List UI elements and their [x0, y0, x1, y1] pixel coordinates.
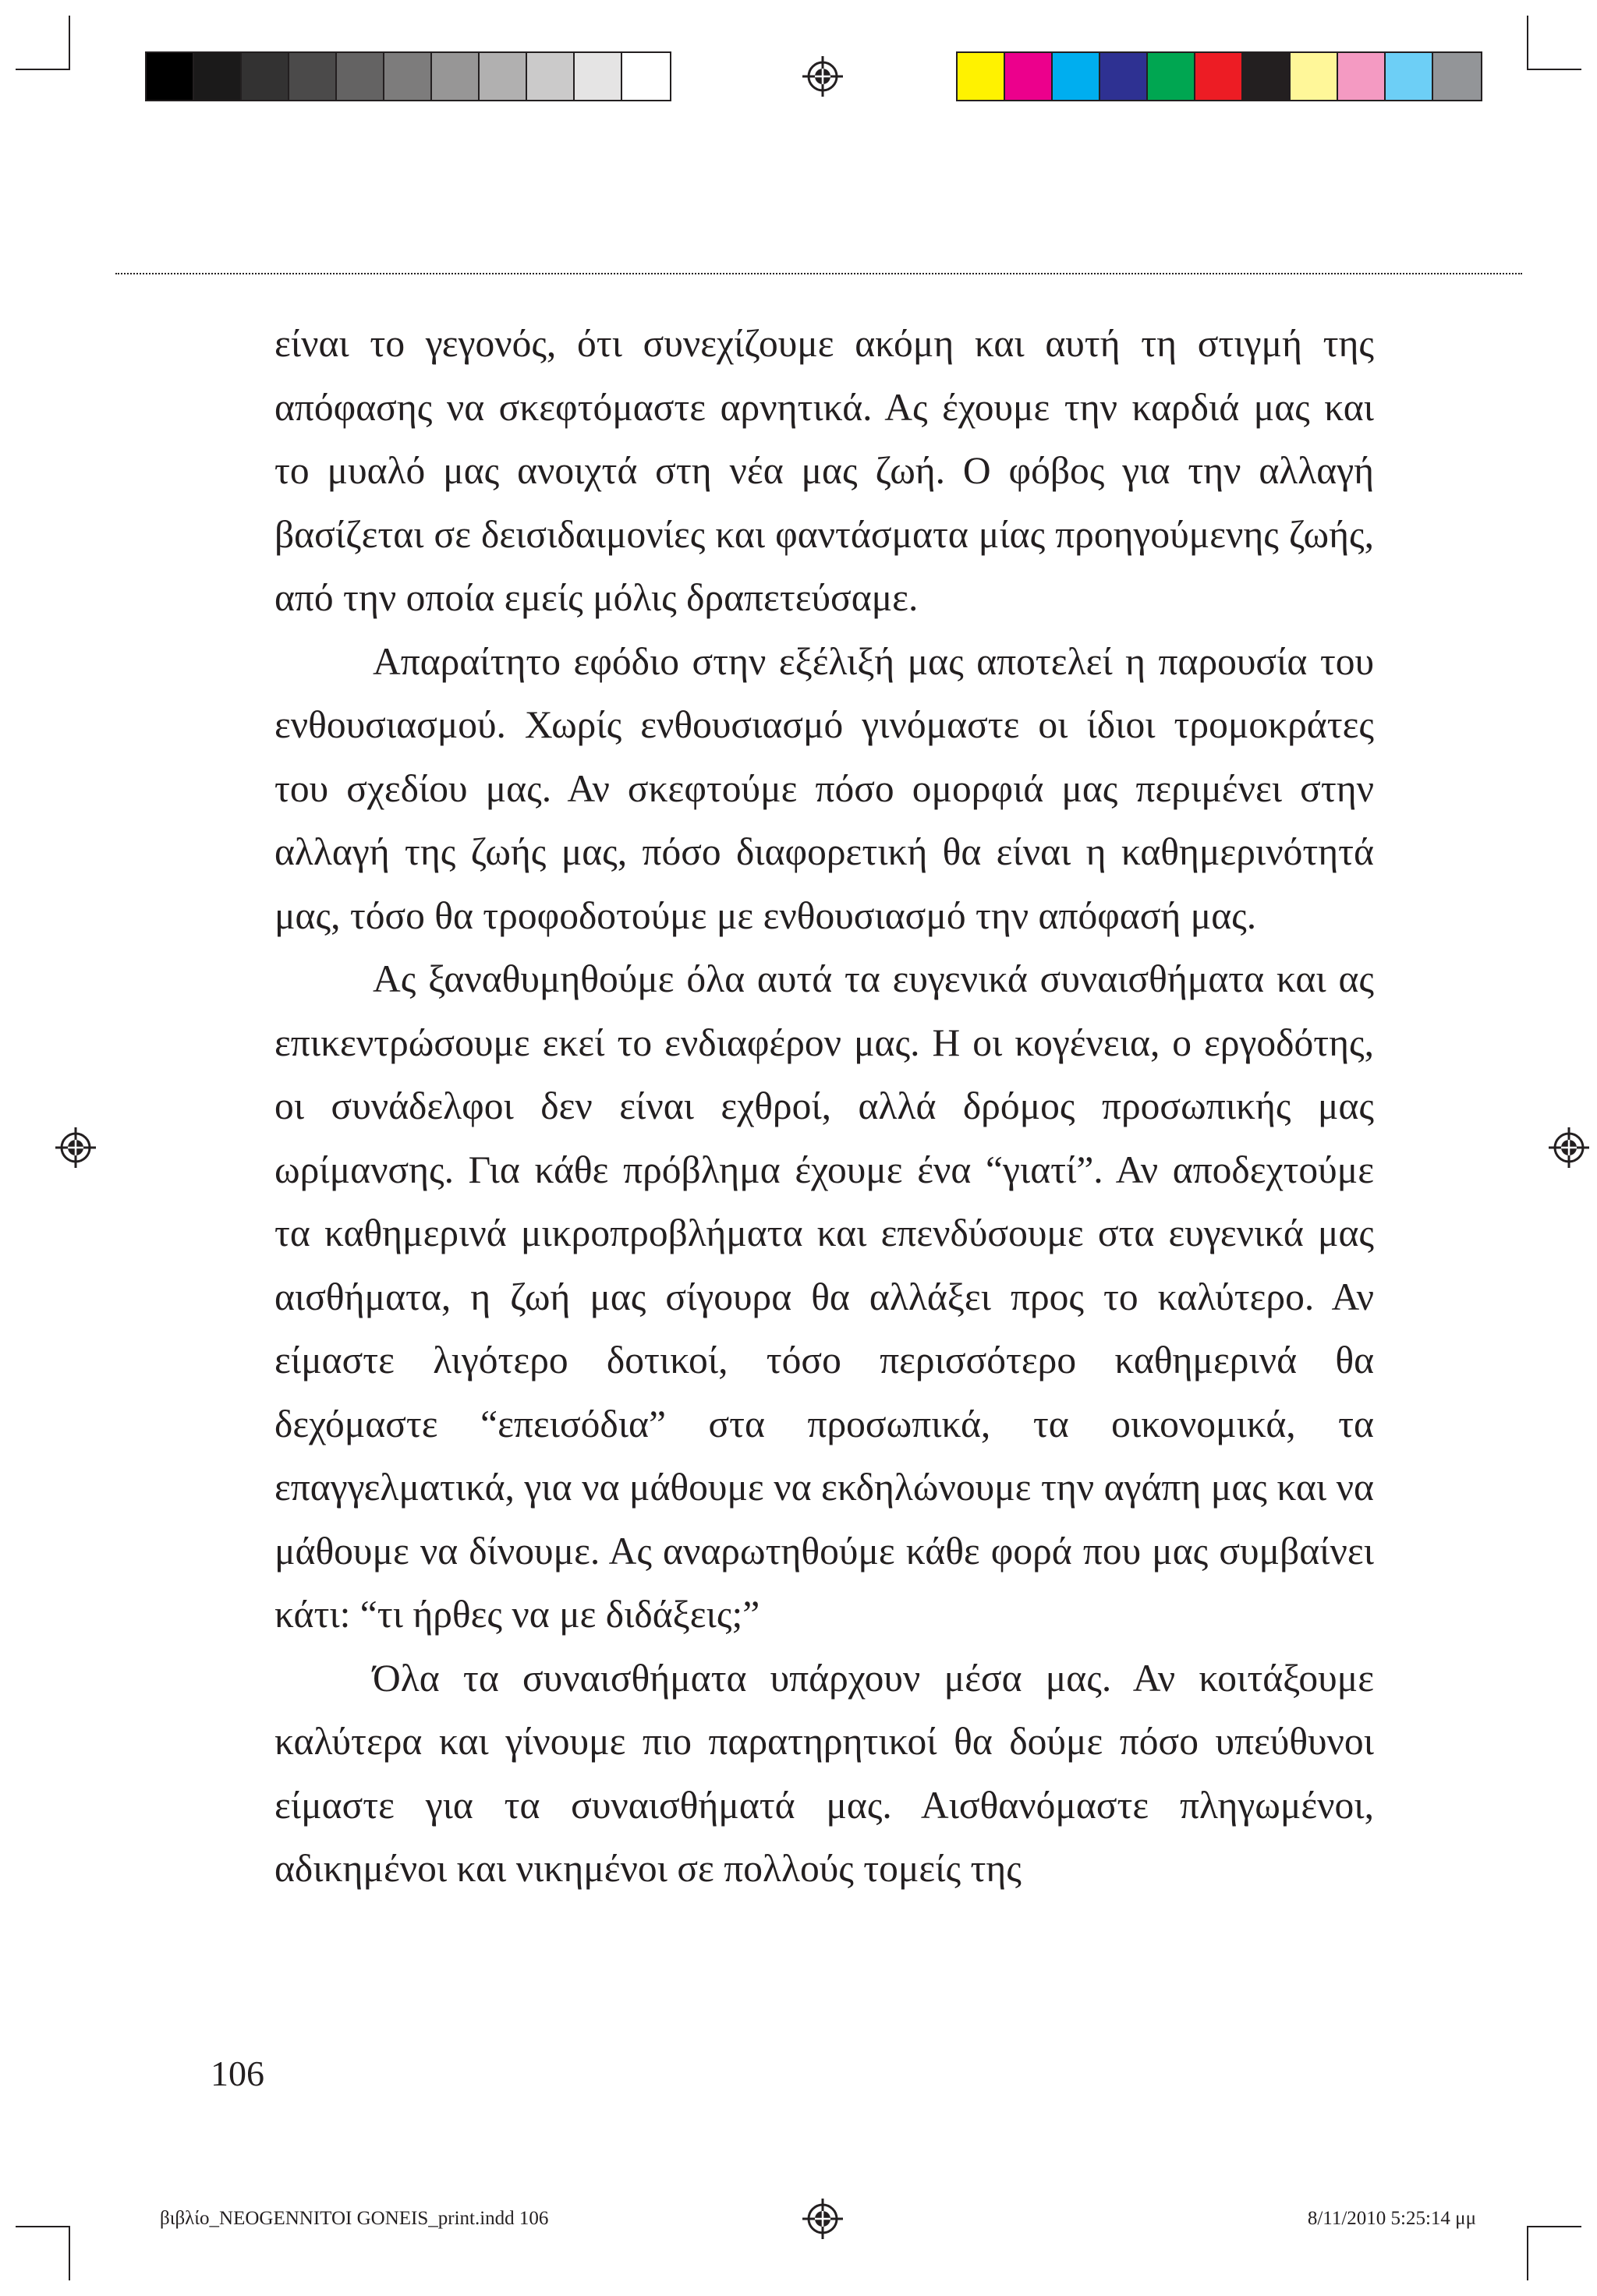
color-swatch [1100, 53, 1148, 100]
process-color-bar [956, 51, 1482, 101]
color-swatch [1338, 53, 1386, 100]
grayscale-color-bar [145, 51, 671, 101]
color-swatch [289, 53, 337, 100]
color-swatch [480, 53, 527, 100]
color-swatch [242, 53, 289, 100]
color-swatch [1195, 53, 1243, 100]
body-text [274, 312, 1374, 1901]
color-swatch [1386, 53, 1433, 100]
slug-datetime: 8/11/2010 5:25:14 μμ [1307, 2208, 1476, 2229]
color-swatch [1433, 53, 1481, 100]
header-dotted-rule [115, 273, 1522, 274]
color-swatch [147, 53, 194, 100]
registration-mark-icon [55, 1127, 96, 1168]
paragraph: Απαραίτητο εφόδιο στην εξέλιξή μας αποτελεί η παρουσία του ενθουσιασμού. Χωρίς ενθουσιασμό γινόμαστε οι ίδιοι τρομοκράτες του σχεδίου μας. Αν σκεφτούμε πόσο ομορφιά μας περιμένει στην αλλαγή της ζωής μας, πόσο διαφορετική θα είναι η καθημερινότητά μας, τόσο θα τροφοδοτούμε με ενθουσιασμό την απόφασή μας. [274, 639, 1374, 937]
color-swatch [622, 53, 670, 100]
crop-mark [69, 2226, 70, 2280]
paragraph: Ας ξαναθυμηθούμε όλα αυτά τα ευγενικά συναισθήματα και ας επικεντρώσουμε εκεί το ενδιαφέρον μας. Η οι κογένεια, ο εργοδότης, οι συνάδελφοι δεν είναι εχθροί, αλλά δρόμος προσωπικής μας ωρίμανσης. Για κάθε πρόβλημα έχουμε ένα “γιατί”. Αν αποδεχτούμε τα καθημερινά μικροπροβλήματα και επενδύσουμε στα ευγενικά μας αισθήματα, η ζωή μας σίγουρα θα αλλάξει προς το καλύτερο. Αν είμαστε λιγότερο δοτικοί, τόσο περισσότερο καθημερινά θα δεχόμαστε “επεισόδια” στα προσωπικά, τα οικονομικά, τα επαγγελματικά, για να μάθουμε να εκδηλώνουμε την αγάπη μας και να μάθουμε να δίνουμε. Ας αναρωτηθούμε κάθε φορά που μας συμβαίνει κάτι: “τι ήρθες να με διδάξεις;” [274, 957, 1374, 1636]
color-swatch [1291, 53, 1338, 100]
crop-mark [1527, 69, 1581, 70]
color-swatch [1243, 53, 1291, 100]
slug-file-name: βιβλίο_NEOGENNITOI GONEIS_print.indd 106 [160, 2208, 549, 2229]
crop-mark [16, 2226, 70, 2227]
color-swatch [432, 53, 480, 100]
page-number: 106 [211, 2054, 264, 2093]
registration-mark-icon [802, 56, 843, 97]
crop-mark [1527, 2226, 1528, 2280]
color-swatch [527, 53, 575, 100]
color-swatch [1005, 53, 1053, 100]
registration-mark-icon [802, 2199, 843, 2239]
color-swatch [384, 53, 432, 100]
crop-mark [16, 69, 70, 70]
color-swatch [1148, 53, 1195, 100]
crop-mark [1527, 2226, 1581, 2227]
color-swatch [958, 53, 1005, 100]
crop-mark [1527, 16, 1528, 70]
color-swatch [194, 53, 242, 100]
color-swatch [575, 53, 622, 100]
crop-mark [69, 16, 70, 70]
paragraph: Όλα τα συναισθήματα υπάρχουν μέσα μας. Αν κοιτάξουμε καλύτερα και γίνουμε πιο παρατηρητικοί θα δούμε πόσο υπεύθυνοι είμαστε για τα συναισθήματά μας. Αισθανόμαστε πληγωμένοι, αδικημένοι και νικημένοι σε πολλούς τομείς της [274, 1656, 1374, 1890]
color-swatch [337, 53, 384, 100]
paragraph: είναι το γεγονός, ότι συνεχίζουμε ακόμη και αυτή τη στιγμή της απόφασης να σκεφτόμαστε αρνητικά. Ας έχουμε την καρδιά μας και το μυαλό μας ανοιχτά στη νέα μας ζωή. Ο φόβος για την αλλαγή βασίζεται σε δεισιδαιμονίες και φαντάσματα μίας προηγούμενης ζωής, από την οποία εμείς μόλις δραπετεύσαμε. [274, 322, 1374, 619]
registration-mark-icon [1549, 1127, 1589, 1168]
color-swatch [1053, 53, 1100, 100]
